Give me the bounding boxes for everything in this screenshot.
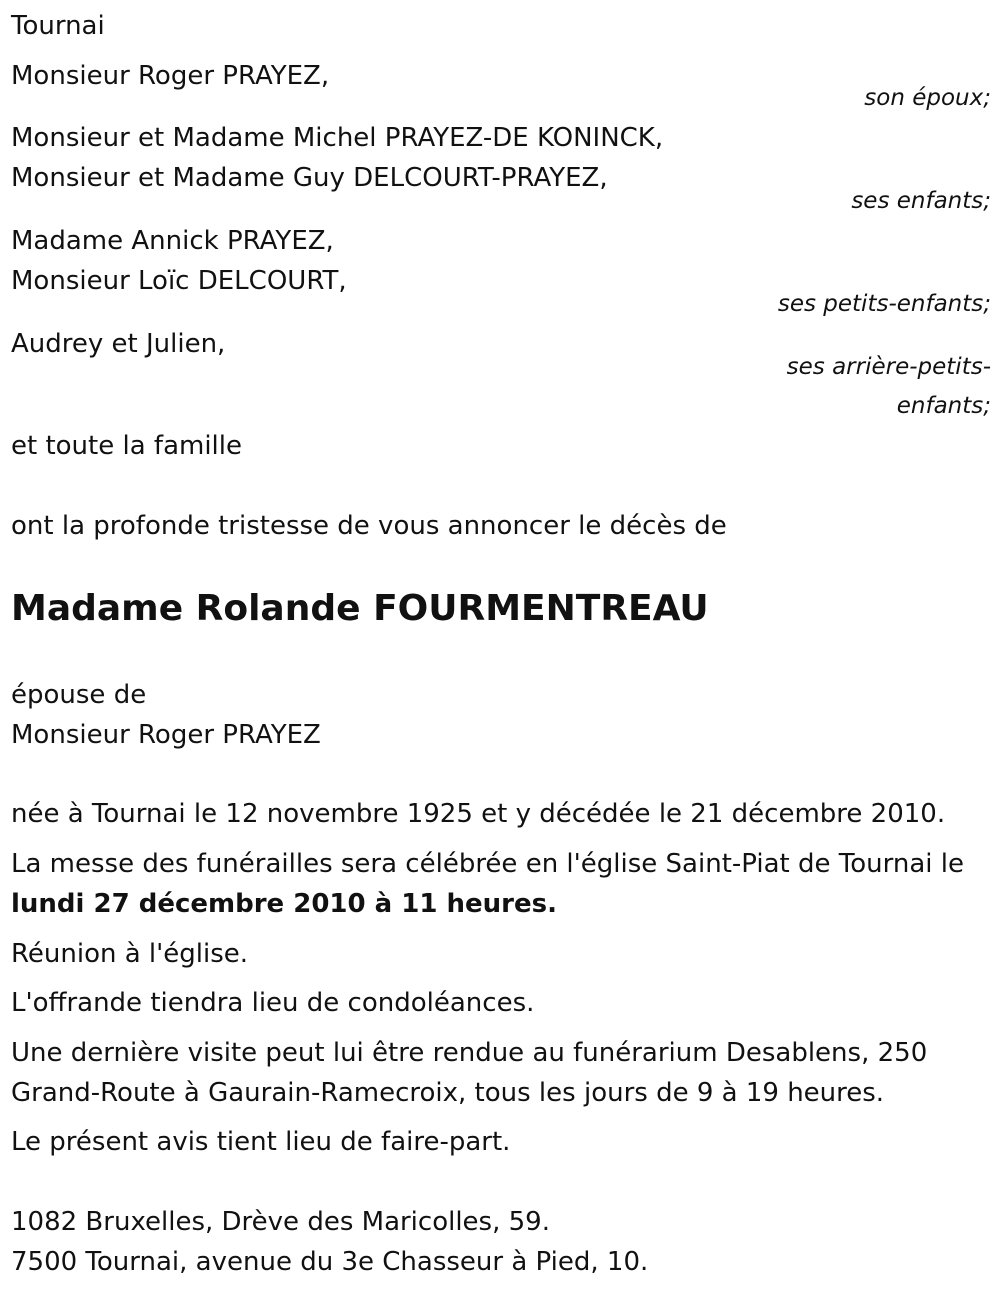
great-grandchildren-role-line: enfants;: [896, 393, 991, 419]
spouse-name: Monsieur Roger PRAYEZ,: [11, 61, 330, 91]
spouse-role: son époux;: [864, 85, 991, 111]
great-grandchildren-role-line: ses arrière-petits-: [786, 354, 991, 380]
spouse-of-name: Monsieur Roger PRAYEZ: [11, 720, 321, 750]
visit-line: Grand-Route à Gaurain-Ramecroix, tous les jours de 9 à 19 heures.: [11, 1078, 885, 1108]
visit-line: Une dernière visite peut lui être rendue au funérarium Desablens, 250: [11, 1038, 928, 1068]
children-role: ses enfants;: [851, 188, 991, 214]
funeral-datetime: lundi 27 décembre 2010 à 11 heures.: [11, 889, 557, 919]
deceased-name: Madame Rolande FOURMENTREAU: [11, 588, 709, 629]
address-line: 7500 Tournai, avenue du 3e Chasseur à Pied, 10.: [11, 1247, 649, 1277]
address-line: 1082 Bruxelles, Drève des Maricolles, 59.: [11, 1207, 550, 1237]
child-name: Monsieur et Madame Guy DELCOURT-PRAYEZ,: [11, 163, 608, 193]
child-name: Monsieur et Madame Michel PRAYEZ-DE KONINCK,: [11, 123, 664, 153]
funeral-line: La messe des funérailles sera célébrée en l'église Saint-Piat de Tournai le: [11, 849, 964, 879]
notice-line: Le présent avis tient lieu de faire-part.: [11, 1127, 511, 1157]
meeting-line: Réunion à l'église.: [11, 939, 249, 969]
offering-line: L'offrande tiendra lieu de condoléances.: [11, 988, 535, 1018]
grandchild-name: Madame Annick PRAYEZ,: [11, 226, 334, 256]
grandchildren-role: ses petits-enfants;: [777, 291, 991, 317]
family-others: et toute la famille: [11, 431, 242, 461]
grandchild-name: Monsieur Loïc DELCOURT,: [11, 266, 347, 296]
great-grandchildren-names: Audrey et Julien,: [11, 329, 226, 359]
announcement-intro: ont la profonde tristesse de vous annoncer le décès de: [11, 511, 727, 541]
birth-death-line: née à Tournai le 12 novembre 1925 et y décédée le 21 décembre 2010.: [11, 799, 946, 829]
city-header: Tournai: [11, 11, 105, 41]
death-notice: [11, 0, 991, 1296]
spouse-of-label: épouse de: [11, 680, 147, 710]
